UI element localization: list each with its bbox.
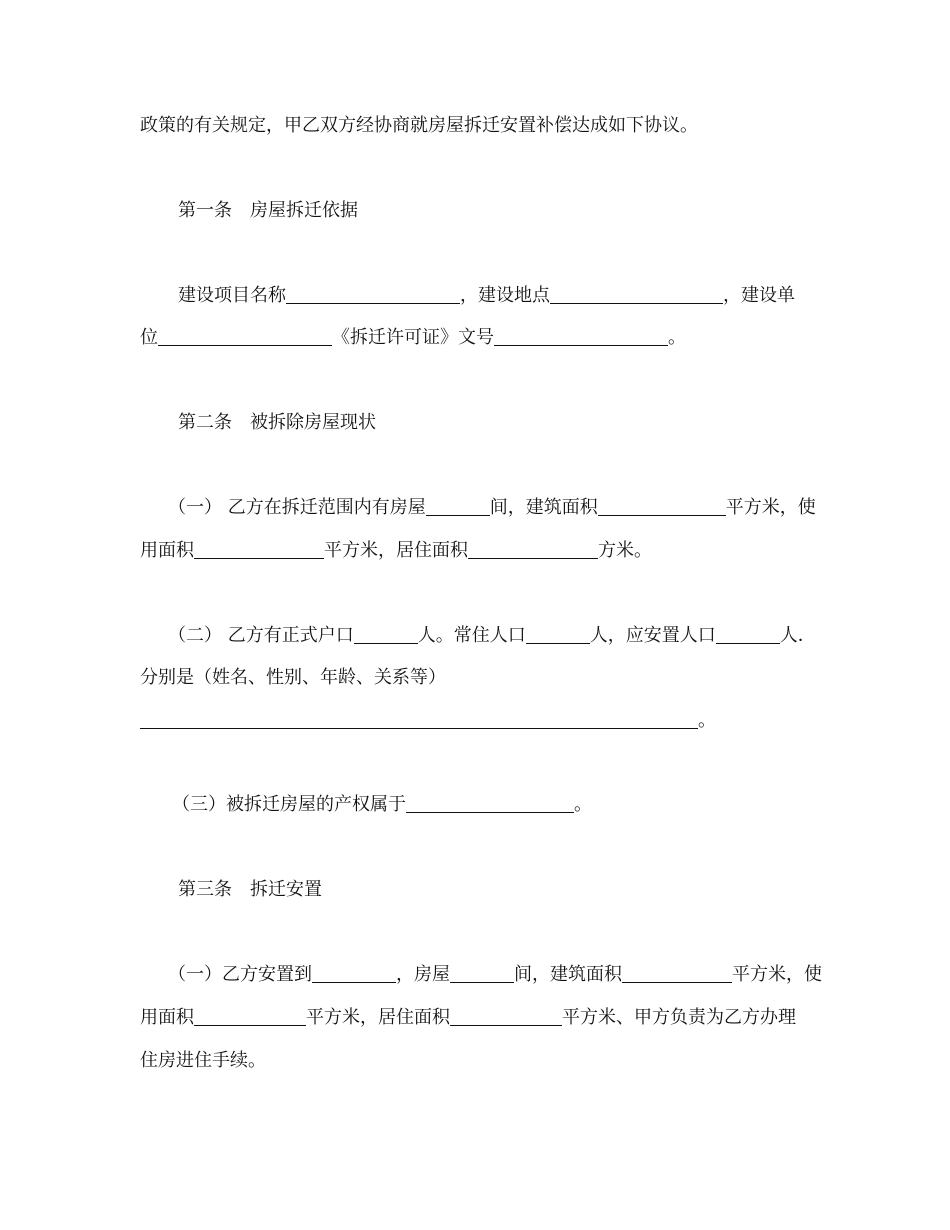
new-use-area-blank[interactable] xyxy=(194,1005,306,1026)
use-area-blank[interactable] xyxy=(194,538,324,559)
a2-1-line-2 xyxy=(140,538,820,564)
a2-2-line-3 xyxy=(140,708,820,734)
period: 。 xyxy=(574,794,592,815)
a1-line-1 xyxy=(140,283,858,309)
article-3-heading xyxy=(140,877,858,903)
resettle-blank[interactable] xyxy=(716,623,780,644)
article-3-title: 拆迁安置 xyxy=(250,879,322,900)
article-2-title: 被拆除房屋现状 xyxy=(250,412,376,433)
article-1-heading xyxy=(140,198,858,224)
new-build-area-label: 间，建筑面积 xyxy=(514,964,622,985)
unit-label: 平方米，使 xyxy=(732,964,822,985)
a2-3-line xyxy=(140,792,852,818)
new-living-area-blank[interactable] xyxy=(450,1005,562,1026)
registered-blank[interactable] xyxy=(354,623,418,644)
builder-label-cont: 位 xyxy=(140,327,158,348)
house-label: ，房屋 xyxy=(396,964,450,985)
unit-label: 平方米，使 xyxy=(725,497,816,518)
rooms-label: （一） 乙方在拆迁范围内有房屋 xyxy=(168,497,426,518)
article-2-number: 第二条 xyxy=(178,412,232,433)
period: 。 xyxy=(668,327,686,348)
ownership-label: （三）被拆迁房屋的产权属于 xyxy=(172,794,406,815)
living-area-blank[interactable] xyxy=(468,538,598,559)
article-2-heading xyxy=(140,410,858,436)
project-name-label: 建设项目名称 xyxy=(178,285,286,306)
a1-line-2 xyxy=(140,325,820,351)
a2-1-line-1 xyxy=(140,495,848,521)
registered-label: （二） 乙方有正式户口 xyxy=(168,625,354,646)
resettle-to-label: （一）乙方安置到 xyxy=(168,964,312,985)
article-1-number: 第一条 xyxy=(178,200,232,221)
living-area-label: 平方米，居住面积 xyxy=(324,540,468,561)
a3-1-line-1 xyxy=(140,962,848,988)
ownership-blank[interactable] xyxy=(406,792,574,813)
a2-2-line-1 xyxy=(140,623,848,649)
unit-label: 方米。 xyxy=(598,540,652,561)
procedure-label: 平方米、甲方负责为乙方办理 xyxy=(562,1007,796,1028)
use-area-label: 用面积 xyxy=(140,540,194,561)
new-build-area-blank[interactable] xyxy=(622,962,732,983)
resident-blank[interactable] xyxy=(526,623,590,644)
new-living-area-label: 平方米，居住面积 xyxy=(306,1007,450,1028)
persons-label: 人． xyxy=(779,625,816,646)
persons-detail-blank[interactable] xyxy=(140,708,698,729)
resident-label: 人。常住人口 xyxy=(417,625,526,646)
period: 。 xyxy=(698,710,716,731)
project-name-blank[interactable] xyxy=(286,283,460,304)
site-blank[interactable] xyxy=(550,283,723,304)
new-use-area-label: 用面积 xyxy=(140,1007,194,1028)
resettle-to-blank[interactable] xyxy=(312,962,396,983)
a2-2-line-2 xyxy=(140,665,820,691)
procedure-label-cont: 住房进住手续。 xyxy=(140,1050,266,1071)
site-label: ，建设地点 xyxy=(460,285,550,306)
article-3-number: 第三条 xyxy=(178,879,232,900)
build-area-blank[interactable] xyxy=(598,495,726,516)
intro-tail-line xyxy=(140,113,820,139)
builder-blank[interactable] xyxy=(158,325,332,346)
permit-no-blank[interactable] xyxy=(494,325,668,346)
a3-1-line-2 xyxy=(140,1005,820,1031)
article-1-title: 房屋拆迁依据 xyxy=(250,200,358,221)
build-area-label: 间，建筑面积 xyxy=(489,497,598,518)
a3-1-line-3 xyxy=(140,1048,820,1074)
permit-label: 《拆迁许可证》文号 xyxy=(332,327,494,348)
intro-tail-text: 政策的有关规定，甲乙双方经协商就房屋拆迁安置补偿达成如下协议。 xyxy=(140,115,698,136)
house-rooms-blank[interactable] xyxy=(450,962,514,983)
persons-detail-label: 分别是（姓名、性别、年龄、关系等） xyxy=(140,667,446,688)
builder-label: ，建设单 xyxy=(723,285,795,306)
resettle-label: 人，应安置人口 xyxy=(589,625,716,646)
rooms-blank[interactable] xyxy=(426,495,490,516)
